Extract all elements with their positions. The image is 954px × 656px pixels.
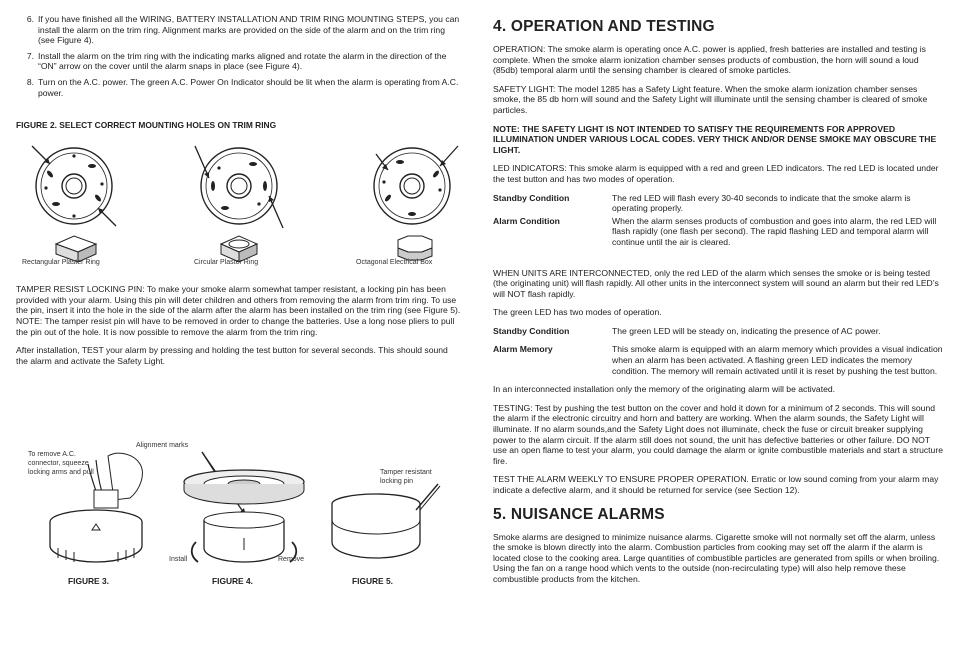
tamper-pin-illustration (328, 480, 448, 570)
weekly-test-paragraph: TEST THE ALARM WEEKLY TO ENSURE PROPER OPERATION. Erratic or low sound coming from your alarm may indicate a defective alarm, and it should be returned for service (see Section 12). (493, 474, 939, 495)
green-mode-row (493, 326, 945, 337)
mode-desc: This smoke alarm is equipped with an alarm memory which provides a visual indication when an alarm has been activated. A flashing green LED indicates the memory condition. The memory will remain activated until it is reset by pushing the test button. (612, 344, 943, 376)
figure4-alignment-label: Alignment marks (136, 442, 189, 449)
mode-term: Alarm Condition (493, 215, 560, 226)
step-item (16, 14, 461, 46)
figure5-note: Tamper resistant locking pin (380, 469, 432, 485)
green-led-intro: The green LED has two modes of operation. (493, 307, 662, 318)
trim-ring-rectangular-illustration (26, 144, 126, 272)
trim-ring-circular-illustration (191, 144, 291, 272)
mode-term: Standby Condition (493, 192, 570, 203)
left-column (16, 14, 461, 374)
figure2-label-circular: Circular Plaster Ring (194, 259, 259, 267)
mode-term: Alarm Memory (493, 344, 553, 355)
step-item (16, 51, 461, 72)
red-led-modes (493, 193, 945, 248)
figure3-caption: FIGURE 3. (68, 576, 109, 586)
figure3-note: To remove A.C. connector, squeeze locking arms and pull (28, 451, 94, 476)
section5-heading: 5. NUISANCE ALARMS (493, 505, 665, 523)
nuisance-paragraph: Smoke alarms are designed to minimize nuisance alarms. Cigarette smoke will not normally set off the alarm, unless the smoke is blown directly into the alarm. Combustion particles from cooking may set off the alarm if the alarm is located close to the cooking area. Large quantities of combustible particles are generated from spills or when broiling. Using the fan on a range hood which vents to the outside (non-recirculating type) will also help remove these combustible products from the kitchen. (493, 531, 940, 584)
figure2-title: FIGURE 2. SELECT CORRECT MOUNTING HOLES ON TRIM RING (16, 120, 277, 131)
red-mode-row (493, 216, 945, 248)
mode-desc: When the alarm senses products of combustion and goes into alarm, the red LED will flash rapidly (one flash per second). The rapid flashing LED and temporal alarm will continue until the air is cleared. (612, 215, 937, 247)
green-mode-row (493, 344, 945, 376)
mode-desc: The green LED will be steady on, indicating the presence of AC power. (612, 325, 881, 336)
safety-light-paragraph: SAFETY LIGHT: The model 1285 has a Safety Light feature. When the smoke alarm ionization chamber senses smoke, the 85 db horn will sound and the Safety Light will illuminate until the sensing chamber is cleared of smoke particles. (493, 83, 928, 115)
step-text: Turn on the A.C. power. The green A.C. Power On Indicator should be lit when the alarm is operating from A.C. power. (38, 76, 459, 98)
tamper-paragraph: TAMPER RESIST LOCKING PIN: To make your smoke alarm somewhat tamper resistant, a locking pin has been provided with your alarm. Using this pin will deter children and others from removing the alarm from trim ring. To use the pin, insert it into the hole in the side of the alarm after the alarm has been installed on the trim ring (see Figure 5). NOTE: The tamper resist pin will have to be removed in order to change the batteries. Use a long nose pliers to pull the pin out of the hole. It is now possible to remove the alarm from the trim ring. (16, 284, 461, 337)
figure4-install-label: Install (169, 556, 188, 563)
right-column (493, 14, 945, 593)
interconnected-paragraph: WHEN UNITS ARE INTERCONNECTED, only the red LED of the alarm which senses the smoke or is being tested (the originating unit) will flash rapidly. All other units in the interconnect system will sound an alarm but their red LED’s will NOT flash rapidly. (493, 267, 939, 299)
step-number: 7. (26, 50, 34, 61)
mode-term: Standby Condition (493, 325, 570, 336)
figure2-diagrams (16, 136, 461, 276)
green-led-modes (493, 326, 945, 376)
memory-note: In an interconnected installation only the memory of the originating alarm will be activated. (493, 384, 836, 395)
testing-paragraph: TESTING: Test by pushing the test button on the cover and hold it down for a minimum of 2 seconds. This will sound the alarm if the electronic circuitry and horn and battery are working. When the alarm sounds, the Safety Light will illuminate. If no alarm sounds,and the Safety Light does not illuminate, check the fuse or circuit breaker supplying power to the alarm circuit. If the alarm still does not sound, the unit has defective batteries or other failure. DO NOT use an open flame to test your alarm, you could damage the alarm or ignite combustible materials and start a structure fire. (493, 402, 943, 466)
step-item (16, 77, 461, 98)
figures-3-4-5 (16, 440, 461, 590)
trim-ring-octagonal-illustration (364, 144, 464, 272)
step-text: If you have finished all the WIRING, BATTERY INSTALLATION AND TRIM RING MOUNTING STEPS, you can install the alarm on the trim ring. Alignment marks are provided on the side of the alarm and on the trim ring (see Figure 4). (38, 14, 460, 46)
test-paragraph: After installation, TEST your alarm by pressing and holding the test button for several seconds. This should sound the alarm and activate the Safety Light. (16, 345, 448, 366)
step-text: Install the alarm on the trim ring with the indicating marks aligned and rotate the alarm in the direction of the “ON” arrow on the cover until the alarm snaps in place (see Figure 4). (38, 50, 447, 72)
alarm-connector-illustration (48, 450, 158, 566)
led-indicators-paragraph: LED INDICATORS: This smoke alarm is equipped with a red and green LED indicators. The red LED is located under the test button and has two modes of operation. (493, 163, 939, 184)
figure4-caption: FIGURE 4. (212, 576, 253, 586)
figure4-remove-label: Remove (278, 556, 305, 563)
install-steps (16, 14, 461, 98)
figure2-label-rectangular: Rectangular Plaster Ring (22, 259, 100, 267)
red-mode-row (493, 193, 945, 214)
operation-paragraph: OPERATION: The smoke alarm is operating once A.C. power is applied, fresh batteries are installed and testing is complete. When the smoke alarm ionization chamber senses products of combustion, the horn will sound a loud (85db) temporal alarm until the sensing chamber is cleared of smoke particles. (493, 44, 926, 76)
alarm-trim-ring-illustration (176, 450, 310, 566)
step-number: 6. (26, 14, 34, 24)
step-number: 8. (26, 76, 34, 87)
section4-heading: 4. OPERATION AND TESTING (493, 18, 715, 35)
figure2-label-octagonal: Octagonal Electrical Box (356, 259, 433, 267)
mode-desc: The red LED will flash every 30-40 seconds to indicate that the smoke alarm is operating properly. (612, 192, 911, 214)
safety-light-note: NOTE: THE SAFETY LIGHT IS NOT INTENDED TO SATISFY THE REQUIREMENTS FOR APPROVED ILLUMINATION UNDER VARIOUS LOCAL CODES. VERY THICK AND/OR DENSE SMOKE MAY OBSCURE THE LIGHT. (493, 123, 937, 155)
figure5-caption: FIGURE 5. (352, 576, 393, 586)
